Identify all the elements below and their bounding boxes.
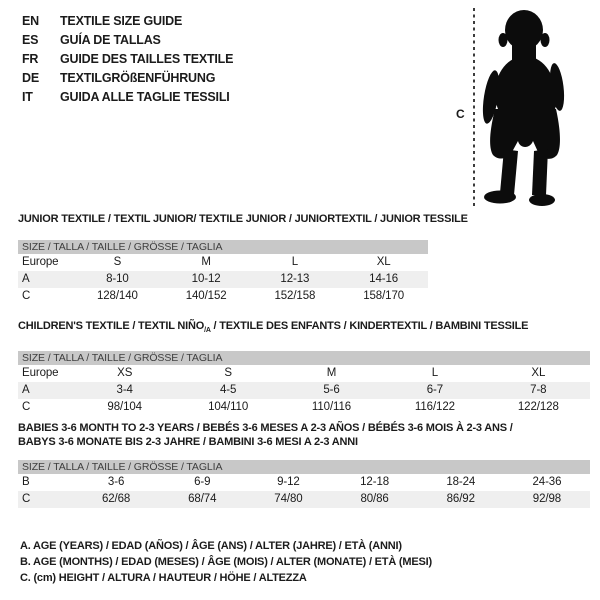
size-cell: 12-18 <box>360 476 390 488</box>
size-table-babies <box>18 421 590 508</box>
size-cell: 12-13 <box>280 273 310 285</box>
size-cell: 24-36 <box>532 476 562 488</box>
size-cell: L <box>431 367 439 380</box>
row-label: B <box>22 476 30 488</box>
size-cell: 110/116 <box>311 401 352 414</box>
lang-code: IT <box>22 90 33 104</box>
size-cell: 116/122 <box>414 401 455 414</box>
title-subscript: /A <box>204 327 211 335</box>
size-header-bar: SIZE / TALLA / TAILLE / GRÖSSE / TAGLIA <box>18 351 590 365</box>
size-cell: 9-12 <box>277 476 300 488</box>
row-label: Europe <box>22 367 59 380</box>
table-row <box>18 288 428 305</box>
title-text: CHILDREN'S TEXTILE / TEXTIL NIÑO <box>18 320 205 332</box>
size-cell: 8-10 <box>106 273 129 285</box>
size-cell: 14-16 <box>369 273 399 285</box>
size-cell: 104/110 <box>208 401 249 414</box>
size-cell: S <box>224 367 232 380</box>
table-row <box>18 271 428 288</box>
lang-row-de <box>22 71 233 90</box>
lang-row-es <box>22 33 233 52</box>
size-header-bar: SIZE / TALLA / TAILLE / GRÖSSE / TAGLIA <box>18 460 590 474</box>
size-cell: 80/86 <box>360 493 389 505</box>
row-label: A <box>22 273 30 285</box>
size-cell: 7-8 <box>530 384 547 397</box>
lang-code: FR <box>22 52 39 66</box>
size-cell: S <box>113 256 122 268</box>
lang-code: ES <box>22 33 39 47</box>
lang-row-it <box>22 90 233 109</box>
size-cell: XS <box>117 367 133 380</box>
size-cell: 68/74 <box>188 493 217 505</box>
size-cell: 3-4 <box>116 384 133 397</box>
size-cell: 122/128 <box>517 401 559 414</box>
size-cell: 4-5 <box>219 384 237 397</box>
size-cell: M <box>201 256 211 268</box>
size-header-bar: SIZE / TALLA / TAILLE / GRÖSSE / TAGLIA <box>18 240 428 254</box>
lang-label: GUIDE DES TAILLES TEXTILE <box>60 52 234 66</box>
lang-row-fr <box>22 52 233 71</box>
size-cell: 6-7 <box>426 384 444 397</box>
baby-silhouette-icon <box>480 9 572 208</box>
table-title: JUNIOR TEXTILE / TEXTIL JUNIOR/ TEXTILE JUNIOR / JUNIORTEXTIL / JUNIOR TESSILE <box>18 213 468 225</box>
size-cell: 74/80 <box>274 493 303 505</box>
height-dashed-line <box>473 8 475 209</box>
title-text: / TEXTILE DES ENFANTS / KINDERTEXTIL / BAMBINI TESSILE <box>210 320 529 332</box>
height-marker-label: C <box>456 107 465 121</box>
size-cell: 92/98 <box>532 493 562 505</box>
size-cell: 5-6 <box>323 384 340 397</box>
table-row <box>18 365 590 382</box>
size-cell: 98/104 <box>107 401 142 414</box>
lang-code: DE <box>22 71 39 85</box>
lang-label: GUÍA DE TALLAS <box>60 33 161 47</box>
row-label: C <box>22 290 31 302</box>
size-cell: 140/152 <box>185 290 227 302</box>
size-cell: L <box>291 256 299 268</box>
lang-row-en <box>22 14 233 33</box>
table-title <box>18 319 590 338</box>
table-row <box>18 491 590 508</box>
table-row <box>18 254 428 271</box>
note-line-a: A. AGE (YEARS) / EDAD (AÑOS) / ÂGE (ANS) / ALTER (JAHRE) / ETÀ (ANNI) <box>20 540 402 552</box>
size-cell: 6-9 <box>194 476 211 488</box>
size-table-children <box>18 319 590 416</box>
row-label: A <box>22 384 30 397</box>
row-label: C <box>22 493 31 505</box>
size-cell: 128/140 <box>96 290 138 302</box>
size-cell: 18-24 <box>446 476 476 488</box>
table-title-line1: BABIES 3-6 MONTH TO 2-3 YEARS / BEBÉS 3-6 MESES A 2-3 AÑOS / BÉBÉS 3-6 MOIS À 2-3 ANS / <box>18 422 513 434</box>
row-label: Europe <box>22 256 59 268</box>
size-cell: 158/170 <box>363 290 405 302</box>
table-row <box>18 399 590 416</box>
table-row <box>18 382 590 399</box>
lang-code: EN <box>22 14 39 28</box>
size-cell: 10-12 <box>191 273 221 285</box>
table-title-line2: BABYS 3-6 MONATE BIS 2-3 JAHRE / BAMBINI 3-6 MESI A 2-3 ANNI <box>18 436 358 448</box>
lang-label: TEXTILE SIZE GUIDE <box>60 14 183 28</box>
size-cell: XL <box>531 367 546 380</box>
lang-label: TEXTILGRÖßENFÜHRUNG <box>60 71 216 85</box>
size-cell: M <box>326 367 337 380</box>
legend-notes <box>20 538 432 586</box>
language-list <box>22 14 233 109</box>
lang-label: GUIDA ALLE TAGLIE TESSILI <box>60 90 230 104</box>
table-row <box>18 474 590 491</box>
size-cell: 152/158 <box>274 290 316 302</box>
size-cell: 86/92 <box>446 493 475 505</box>
size-cell: 3-6 <box>107 476 125 488</box>
row-label: C <box>22 401 31 414</box>
size-cell: 62/68 <box>101 493 131 505</box>
note-line-b: B. AGE (MONTHS) / EDAD (MESES) / ÂGE (MOIS) / ALTER (MONATE) / ETÀ (MESI) <box>20 556 432 568</box>
note-line-c: C. (cm) HEIGHT / ALTURA / HAUTEUR / HÖHE / ALTEZZA <box>20 572 307 584</box>
size-cell: XL <box>376 256 391 268</box>
size-table-junior <box>18 212 468 305</box>
